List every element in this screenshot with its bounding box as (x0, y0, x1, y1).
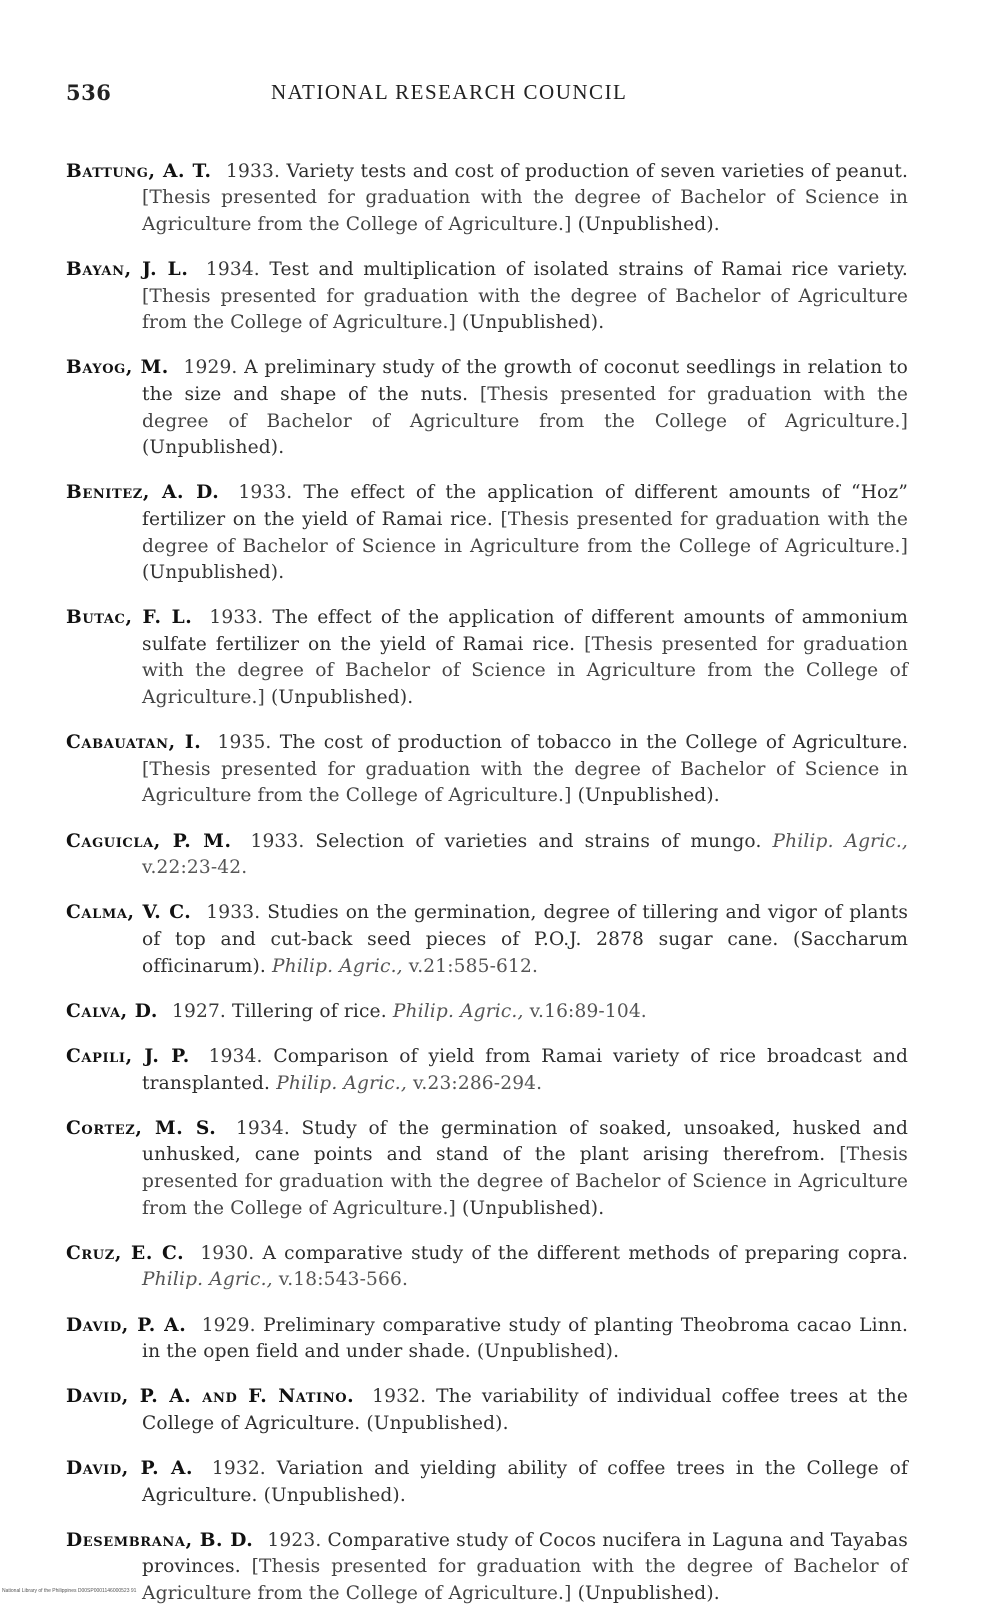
entry-year: 1933. (250, 830, 305, 852)
bibliography-entry (66, 900, 908, 980)
entry-status: (Unpublished). (577, 213, 720, 235)
bibliography-entry (66, 355, 908, 461)
bibliography-entry (66, 159, 908, 239)
entry-title: A preliminary study of the growth of coconut seedlings in relation to the size and shape of the nuts. (142, 357, 909, 405)
entry-author: Calva, D. (66, 1000, 158, 1022)
entry-journal: Philip. Agric., (142, 1269, 273, 1291)
entry-author: David, P. A. (66, 1314, 187, 1336)
entry-note: [Thesis presented for graduation with the degree of Bachelor of Agriculture from the College of Agriculture.] (142, 1556, 908, 1605)
entry-note: [Thesis presented for graduation with the degree of Bachelor of Science in Agriculture from the College of Agriculture.] (142, 508, 908, 557)
entry-author: Capili, J. P. (66, 1045, 190, 1067)
entry-journal: Philip. Agric., (276, 1072, 407, 1094)
entry-year: 1934. (235, 1117, 290, 1139)
entry-author: Caguicla, P. M. (66, 830, 232, 852)
entry-title: Selection of varieties and strains of mungo. (315, 830, 762, 852)
entry-ref: v.23:286-294. (412, 1072, 543, 1094)
bibliography-entry (66, 257, 908, 337)
entry-note: [Thesis presented for graduation with the degree of Bachelor of Science in Agriculture from the College of Agriculture.] (142, 187, 908, 235)
entry-title: Studies on the germination, degree of tillering and vigor of plants of top and cut-back seed pieces of P.O.J. 2878 sugar cane. (Saccharum officinarum). (142, 902, 909, 977)
bibliography-entry (66, 999, 908, 1026)
entry-year: 1933. (226, 160, 281, 182)
entry-status: (Unpublished). (142, 437, 285, 459)
entry-status: (Unpublished). (462, 312, 605, 334)
entry-title: Preliminary comparative study of planting Theobroma cacao Linn. in the open field and under shade. (142, 1314, 909, 1363)
entry-author: Bayan, J. L. (66, 258, 189, 280)
entry-note: [Thesis presented for graduation with the degree of Bachelor of Science in Agriculture from the College of Agriculture.] (142, 633, 909, 709)
entry-title: The effect of the application of different amounts of ammonium sulfate fertilizer on the yield of Ramai rice. (142, 607, 909, 655)
entry-year: 1934. (208, 1045, 263, 1067)
entry-journal: Philip. Agric., (772, 830, 908, 852)
entry-year: 1933. (206, 902, 261, 924)
entry-year: 1929. (201, 1314, 256, 1336)
entry-author: Cruz, E. C. (66, 1242, 185, 1264)
entry-year: 1923. (267, 1529, 322, 1551)
entry-status: (Unpublished). (476, 1341, 620, 1363)
running-head: NATIONAL RESEARCH COUNCIL (271, 80, 628, 104)
bibliography-list (66, 140, 908, 1608)
entry-status: (Unpublished). (577, 1583, 720, 1605)
entry-year: 1932. (211, 1458, 266, 1480)
entry-ref: v.16:89-104. (529, 1000, 647, 1022)
entry-author: Cabauatan, I. (66, 732, 202, 754)
entry-ref: v.21:585-612. (408, 955, 539, 977)
bibliography-entry (66, 1384, 908, 1437)
entry-author: Desembrana, B. D. (66, 1529, 254, 1551)
page-header (66, 78, 926, 112)
bibliography-entry (66, 1456, 908, 1509)
entry-author: Butac, F. L. (66, 607, 193, 629)
entry-status: (Unpublished). (142, 562, 285, 584)
scan-credit: National Library of the Philippines D00SP0001146000523 91 (2, 1588, 137, 1594)
entry-title: Variation and yielding ability of coffee trees in the College of Agriculture. (142, 1458, 909, 1506)
page-number: 536 (66, 80, 112, 105)
entry-journal: Philip. Agric., (392, 1000, 524, 1022)
bibliography-entry (66, 1241, 908, 1294)
entry-ref: v.18:543-566. (278, 1269, 409, 1291)
entry-year: 1930. (200, 1242, 255, 1264)
entry-year: 1933. (238, 482, 293, 504)
entry-status: (Unpublished). (271, 687, 414, 709)
entry-title: A comparative study of the different methods of preparing copra. (262, 1242, 909, 1264)
entry-status: (Unpublished). (577, 785, 720, 807)
entry-title: Tillering of rice. (232, 1000, 387, 1022)
entry-title: The variability of individual coffee trees at the College of Agriculture. (142, 1386, 909, 1434)
entry-title: Study of the germination of soaked, unsoaked, husked and unhusked, cane points and stand of the plant arising therefrom. (142, 1117, 909, 1166)
entry-title: The effect of the application of different amounts of “Hoz” fertilizer on the yield of Ramai rice. (142, 482, 909, 530)
bibliography-entry (66, 1528, 908, 1608)
entry-note: [Thesis presented for graduation with the degree of Bachelor of Agriculture from the College of Agriculture.] (142, 383, 908, 432)
entry-title: The cost of production of tobacco in the College of Agriculture. (279, 732, 909, 754)
entry-title: Variety tests and cost of production of seven varieties of peanut. (286, 160, 909, 182)
bibliography-entry (66, 829, 908, 882)
bibliography-entry (66, 730, 908, 810)
entry-author: Benitez, A. D. (66, 482, 220, 504)
entry-author: Battung, A. T. (66, 160, 212, 182)
entry-year: 1935. (217, 732, 272, 754)
bibliography-entry (66, 480, 908, 586)
entry-author: Bayog, M. (66, 357, 169, 379)
entry-year: 1932. (372, 1386, 427, 1408)
entry-status: (Unpublished). (462, 1197, 605, 1219)
bibliography-entry (66, 1116, 908, 1222)
entry-status: (Unpublished). (366, 1412, 509, 1434)
entry-author: Cortez, M. S. (66, 1117, 217, 1139)
entry-status: (Unpublished). (263, 1484, 406, 1506)
entry-year: 1934. (205, 258, 260, 280)
entry-journal: Philip. Agric., (272, 955, 403, 977)
entry-author: Calma, V. C. (66, 902, 192, 924)
bibliography-entry (66, 1313, 908, 1366)
entry-ref: v.22:23-42. (142, 857, 248, 879)
entry-note: [Thesis presented for graduation with the degree of Bachelor of Science in Agriculture from the College of Agriculture.] (142, 1144, 908, 1219)
entry-title: Test and multiplication of isolated strains of Ramai rice variety. (269, 258, 908, 280)
entry-year: 1927. (172, 1000, 226, 1022)
bibliography-entry (66, 1044, 908, 1097)
entry-author: David, P. A. and F. Natino. (66, 1386, 355, 1408)
entry-title: Comparative study of Cocos nucifera in Laguna and Tayabas provinces. (142, 1529, 908, 1578)
entry-year: 1933. (209, 607, 264, 629)
entry-note: [Thesis presented for graduation with the degree of Bachelor of Science in Agriculture from the College of Agriculture.] (142, 758, 908, 807)
entry-title: Comparison of yield from Ramai variety of rice broadcast and transplanted. (142, 1045, 909, 1094)
entry-note: [Thesis presented for graduation with the degree of Bachelor of Agriculture from the College of Agriculture.] (142, 285, 908, 334)
bibliography-entry (66, 605, 908, 711)
entry-year: 1929. (183, 357, 238, 379)
entry-author: David, P. A. (66, 1458, 194, 1480)
